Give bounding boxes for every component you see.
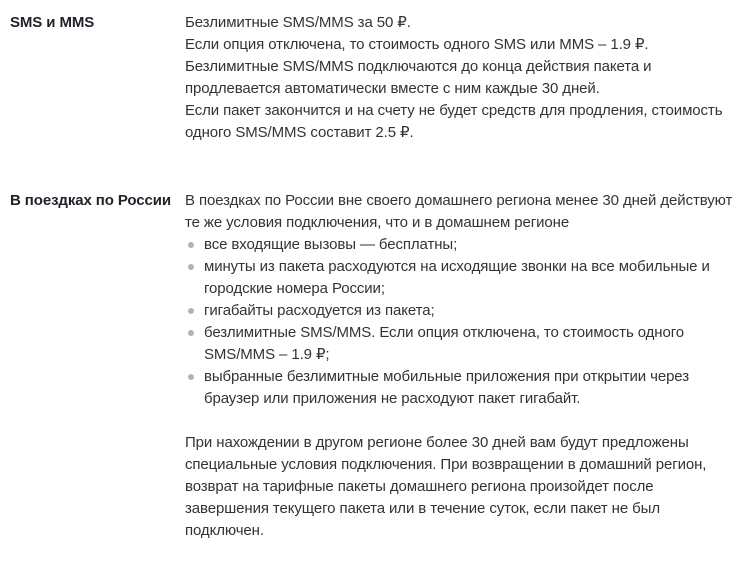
bullet-dot-icon [188, 242, 194, 248]
bullet-text: все входящие вызовы — бесплатны; [204, 236, 458, 253]
tariff-section [10, 12, 735, 144]
bullet-item [185, 322, 735, 366]
section-heading: SMS и MMS [10, 14, 95, 31]
paragraph: Безлимитные SMS/MMS подключаются до конца действия пакета и продлевается автоматически вместе с ним каждые 30 дней. Если пакет закончится и на счету не будет средств для продления, стоимость одного SMS/MMS составит 2.5 ₽. [185, 58, 723, 141]
bullet-dot-icon [188, 264, 194, 270]
bullet-dot-icon [188, 374, 194, 380]
bullet-dot-icon [188, 330, 194, 336]
section-content [185, 190, 735, 542]
bullet-text: гигабайты расходуется из пакета; [204, 302, 435, 319]
section-heading: В поездках по России [10, 192, 172, 209]
bullet-item [185, 256, 735, 300]
paragraph: При нахождении в другом регионе более 30 дней вам будут предложены специальные условия подключения. При возвращении в домашний регион, возврат на тарифные пакеты домашнего региона произойдет после завершения текущего пакета или в течение суток, если пакет не был подключен. [185, 434, 707, 539]
bullet-item [185, 366, 735, 410]
bullet-dot-icon [188, 308, 194, 314]
bullet-text: минуты из пакета расходуются на исходящие звонки на все мобильные и городские номера России; [204, 258, 710, 297]
section-content [185, 12, 735, 144]
bullet-item [185, 234, 735, 256]
bullet-item [185, 300, 735, 322]
bullet-list [185, 234, 735, 410]
paragraph: Безлимитные SMS/MMS за 50 ₽. Если опция отключена, то стоимость одного SMS или MMS – 1.9 ₽. [185, 14, 649, 53]
bullet-text: выбранные безлимитные мобильные приложения при открытии через браузер или приложения не расходуют пакет гигабайт. [204, 368, 689, 407]
paragraph: В поездках по России вне своего домашнего региона менее 30 дней действуют те же условия подключения, что и в домашнем регионе [185, 192, 733, 231]
tariff-section [10, 190, 735, 542]
bullet-text: безлимитные SMS/MMS. Если опция отключена, то стоимость одного SMS/MMS – 1.9 ₽; [204, 324, 684, 363]
